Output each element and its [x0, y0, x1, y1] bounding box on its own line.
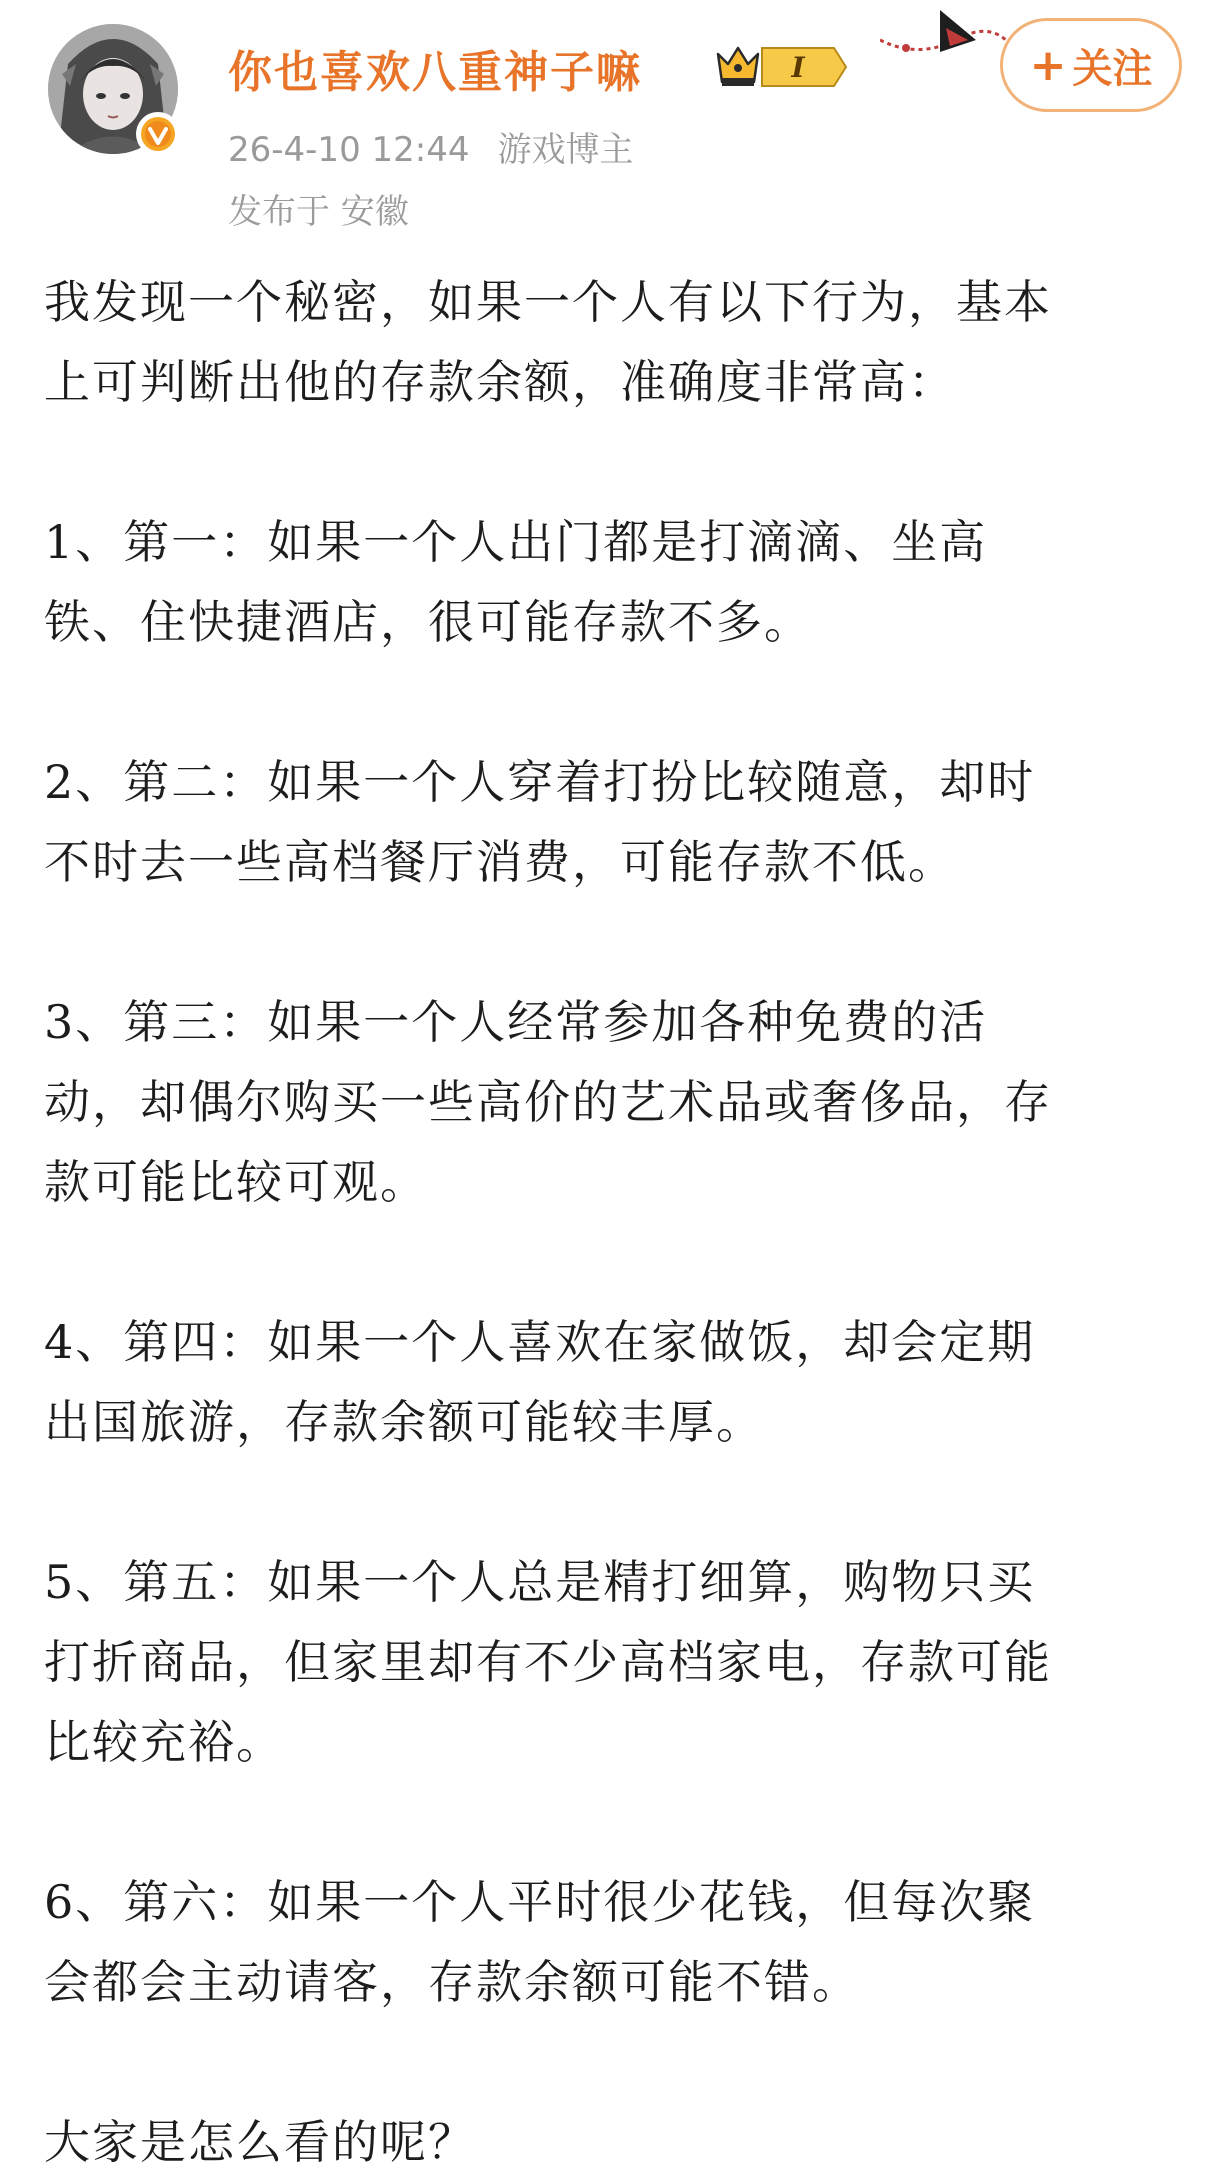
- post-paragraph: 6、第六：如果一个人平时很少花钱，但每次聚 会都会主动请客，存款余额可能不错。: [44, 1875, 1036, 2009]
- post-paragraph: 大家是怎么看的呢？: [44, 2115, 476, 2169]
- post-meta: [228, 122, 634, 171]
- follow-button[interactable]: [1000, 18, 1182, 112]
- post-body: [44, 262, 1184, 2182]
- post-time: 26-4-10 12:44: [228, 130, 470, 170]
- post-paragraph: 2、第二：如果一个人穿着打扮比较随意，却时 不时去一些高档餐厅消费，可能存款不低。: [44, 755, 1036, 889]
- follow-label: 关注: [1072, 45, 1153, 92]
- post-location: 发布于 安徽: [228, 192, 409, 232]
- verified-icon: [136, 112, 180, 156]
- level-badge[interactable]: [710, 38, 850, 96]
- post-paragraph: 5、第五：如果一个人总是精打细算，购物只买 打折商品，但家里却有不少高档家电，存款可能 比较充裕。: [44, 1555, 1052, 1769]
- plus-icon: +: [1029, 39, 1067, 91]
- level-text: I: [791, 51, 805, 84]
- post-header: [0, 0, 1216, 250]
- post-paragraph: 3、第三：如果一个人经常参加各种免费的活 动，却偶尔购买一些高价的艺术品或奢侈品，存 款可能比较可观。: [44, 995, 1052, 1209]
- post-paragraph: 4、第四：如果一个人喜欢在家做饭，却会定期 出国旅游，存款余额可能较丰厚。: [44, 1315, 1036, 1449]
- author-name[interactable]: 你也喜欢八重神子嘛: [228, 47, 642, 98]
- crown-level-icon: [710, 38, 850, 96]
- author-role: 游戏博主: [497, 130, 634, 170]
- post-paragraph: 我发现一个秘密，如果一个人有以下行为，基本 上可判断出他的存款余额，准确度非常高：: [44, 275, 1052, 409]
- post-paragraph: 1、第一：如果一个人出门都是打滴滴、坐高 铁、住快捷酒店，很可能存款不多。: [44, 515, 988, 649]
